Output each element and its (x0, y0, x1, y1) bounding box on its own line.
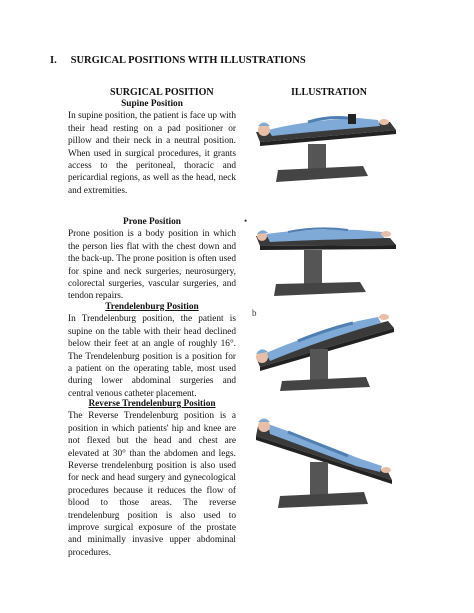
reverse-trendelenburg-section (68, 398, 236, 559)
trendelenburg-section (68, 301, 236, 400)
column-header-position: SURGICAL POSITION (110, 87, 214, 98)
section-title: SURGICAL POSITIONS WITH ILLUSTRATIONS (70, 55, 306, 66)
supine-illustration (248, 100, 398, 200)
prone-illustration (248, 212, 398, 312)
reverse-trendelenburg-title: Reverse Trendelenburg Position (88, 399, 216, 409)
trendelenburg-title: Trendelenburg Position (105, 302, 199, 312)
supine-section (68, 98, 236, 197)
column-header-illustration: ILLUSTRATION (291, 87, 367, 98)
reverse-trendelenburg-illustration (248, 410, 398, 520)
supine-description: In supine position, the patient is face up with their head resting on a pad positioner or pillow and their neck in a neutral position. When used in surgical procedures, it grants access to the peritoneal, thoracic and pericardial regions, as well as the head, neck and extremities. (68, 111, 236, 196)
prone-title: Prone Position (123, 217, 181, 227)
reverse-trendelenburg-description: The Reverse Trendelenburg position is a position in which patients' hip and knee are not flexed but the head and chest are elevated at 30° than the abdomen and legs. Reverse trendelenburg position is also used for neck and head surgery and gynecological procedures because it reduces the flow of blood to those areas. The reverse trendelenburg position is also used to improve surgical exposure of the prostate and minimally invasive upper abdominal procedures. (68, 411, 236, 558)
section-heading (50, 55, 306, 66)
section-number: I. (50, 55, 57, 66)
prone-description: Prone position is a body position in which the person lies flat with the chest down and the back-up. The prone position is often used for spine and neck surgeries, neurosurgery, colorectal surgeries, vascular surgeries, and tendon repairs. (68, 229, 236, 302)
prone-marker: • (244, 216, 248, 226)
supine-title: Supine Position (121, 99, 183, 109)
trendelenburg-illustration (248, 305, 398, 405)
trendelenburg-marker: b (252, 308, 257, 318)
prone-section (68, 216, 236, 303)
trendelenburg-description: In Trendelenburg position, the patient is supine on the table with their head declined below their feet at an angle of roughly 16°. The Trendelenburg position is a position for a patient on the operating table, most used during lower abdominal surgeries and central venous catheter placement. (68, 314, 236, 399)
